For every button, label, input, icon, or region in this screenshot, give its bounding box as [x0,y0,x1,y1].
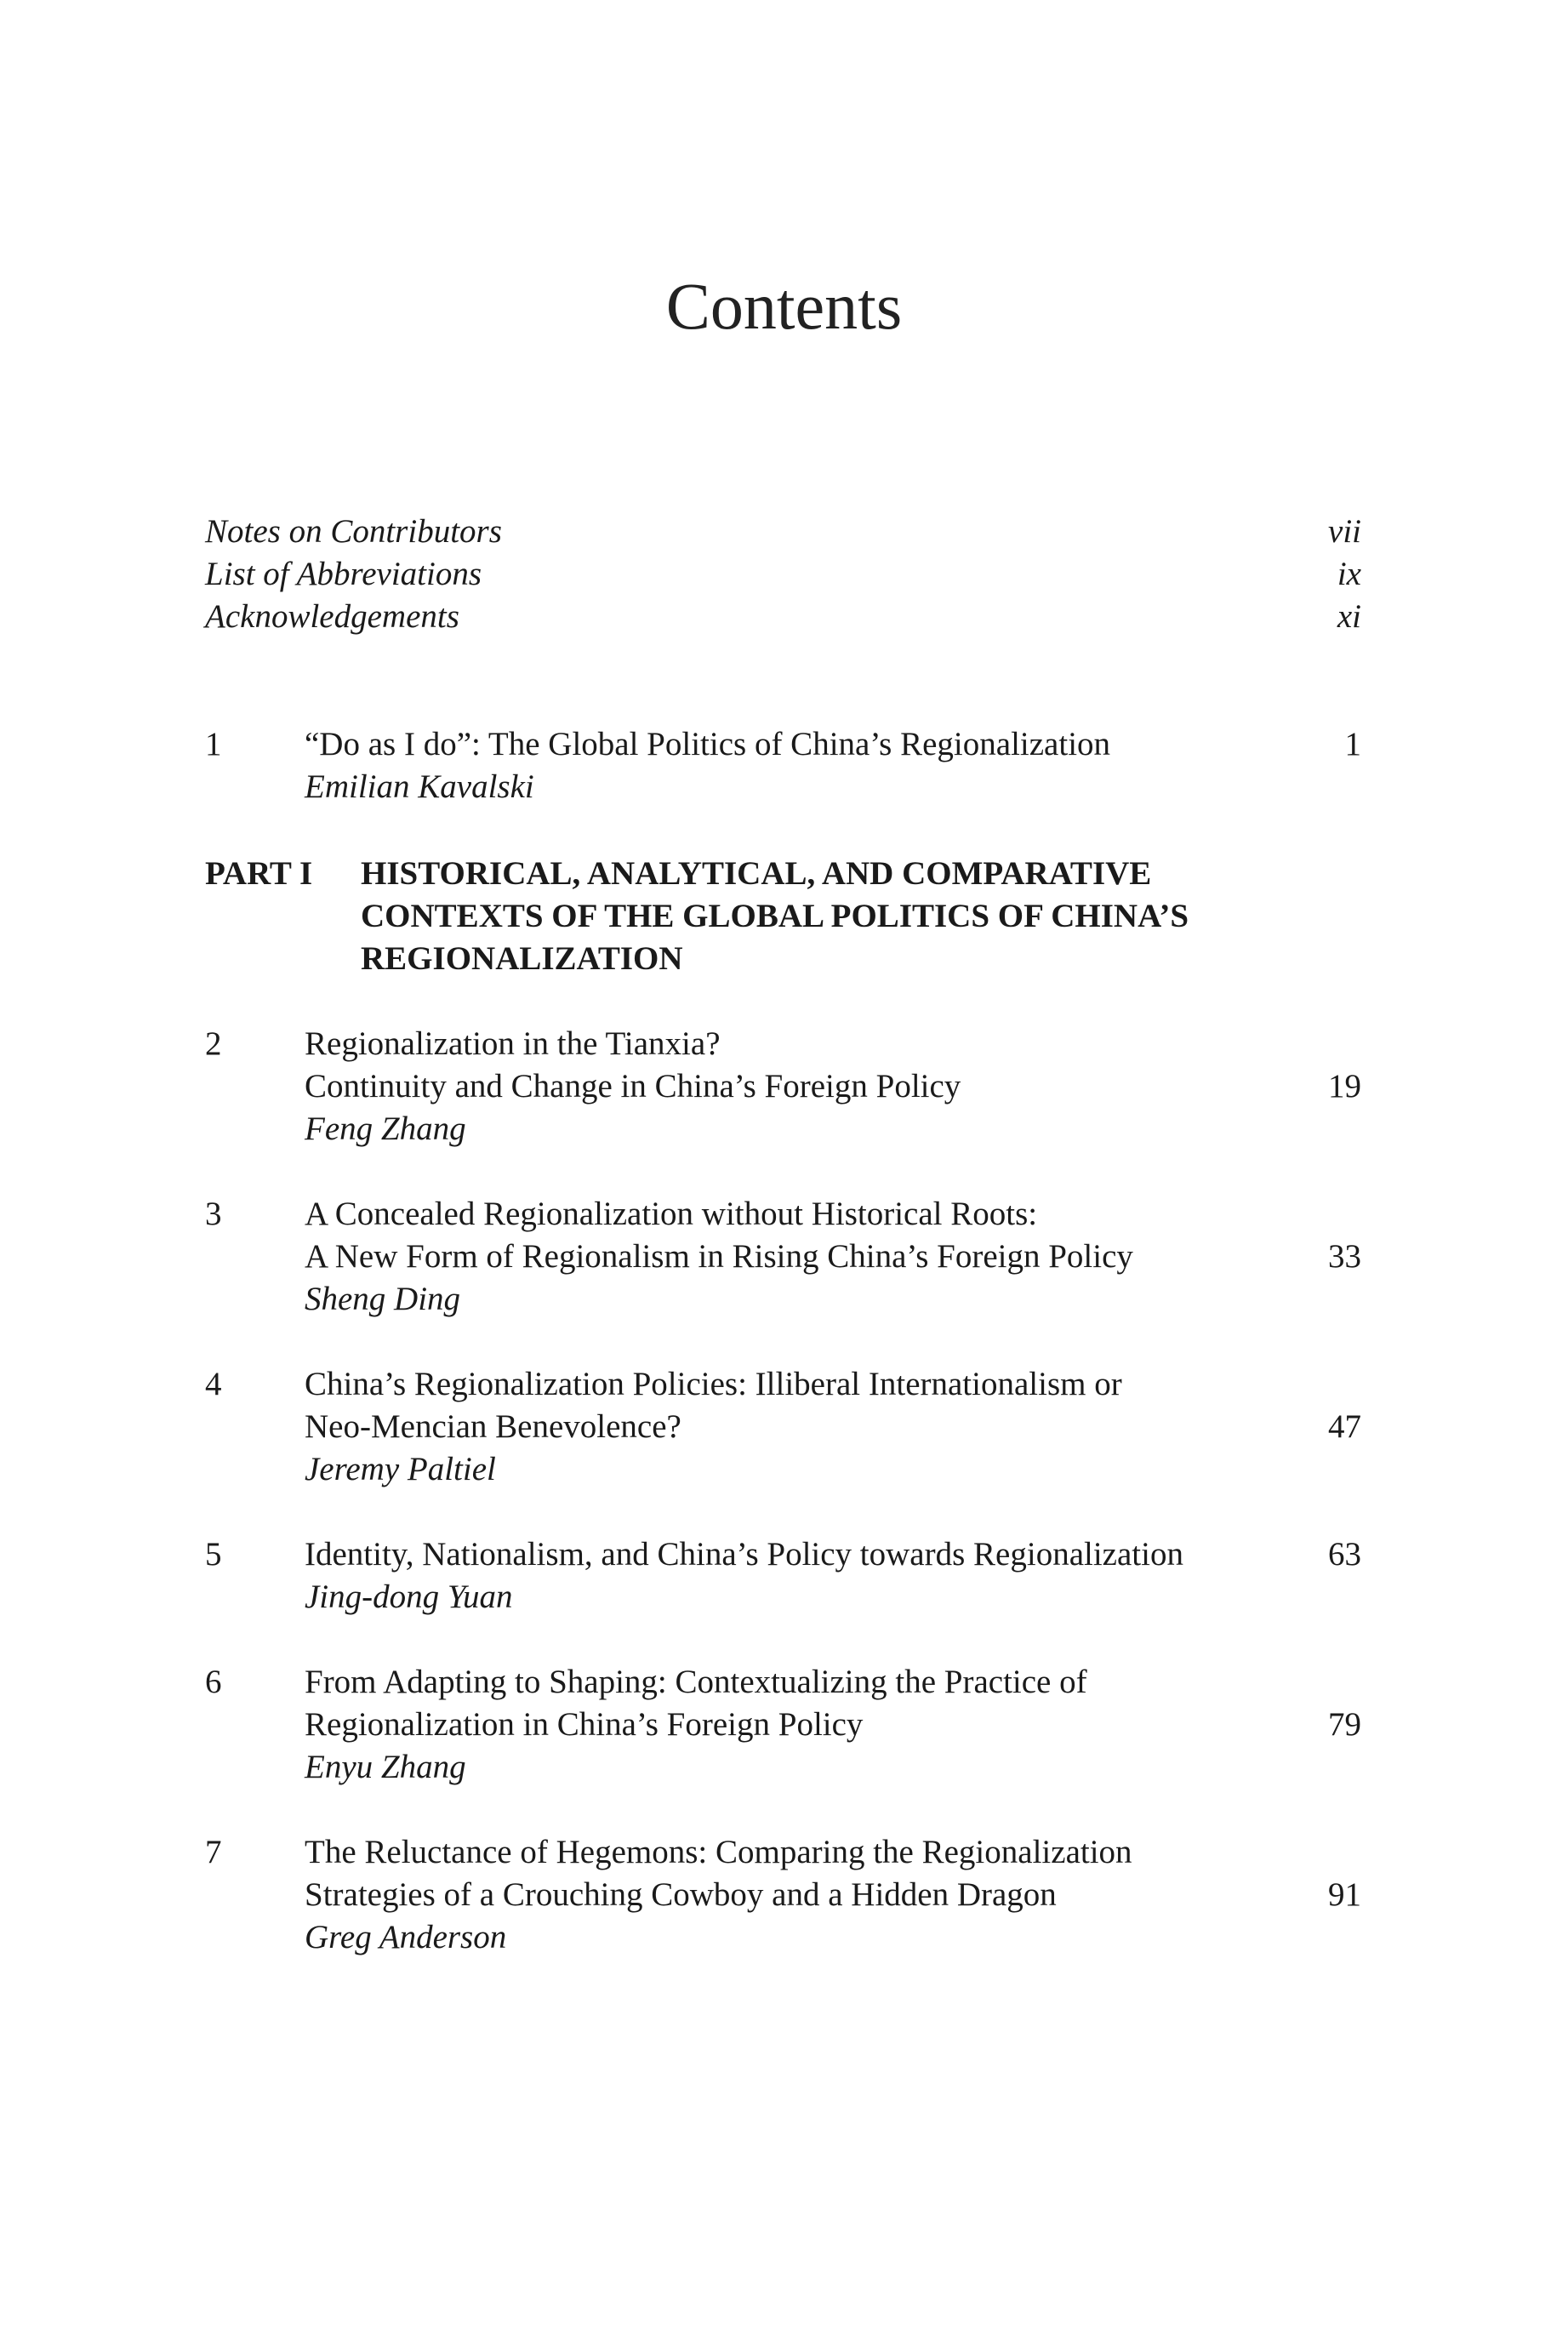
chapter-page: 19 [1328,1068,1361,1105]
chapter-title-line[interactable]: Strategies of a Crouching Cowboy and a Hidden Dragon [305,1876,1057,1913]
chapter-number: 6 [205,1664,222,1700]
chapter-title-line[interactable]: Regionalization in China’s Foreign Policy [305,1706,864,1743]
chapter-title-line[interactable]: The Reluctance of Hegemons: Comparing the Regionalization [305,1834,1132,1870]
chapter-number: 4 [205,1366,222,1402]
chapter-author: Sheng Ding [305,1281,461,1317]
chapter-number: 7 [205,1834,222,1870]
chapter-title-line[interactable]: China’s Regionalization Policies: Illiberal Internationalism or [305,1366,1122,1402]
chapter-page: 91 [1328,1876,1361,1913]
chapter-page: 47 [1328,1408,1361,1445]
chapter-author: Feng Zhang [305,1110,466,1147]
chapter-number: 3 [205,1196,222,1232]
front-matter-page-acknowledgements: xi [1337,598,1361,635]
front-matter-entry-abbreviations[interactable]: List of Abbreviations [205,556,482,592]
chapter-author: Enyu Zhang [305,1749,466,1785]
page-title: Contents [665,269,903,343]
chapter-title-line[interactable]: A New Form of Regionalism in Rising China’s Foreign Policy [305,1238,1133,1275]
part-title-line[interactable]: CONTEXTS OF THE GLOBAL POLITICS OF CHINA’S [361,898,1189,934]
chapter-page: 63 [1328,1536,1361,1573]
chapter-number: 5 [205,1536,222,1573]
part-title-line[interactable]: HISTORICAL, ANALYTICAL, AND COMPARATIVE [361,855,1152,892]
chapter-title-line[interactable]: Identity, Nationalism, and China’s Policy towards Regionalization [305,1536,1183,1573]
chapter-number: 1 [205,726,222,762]
chapter-title-line[interactable]: A Concealed Regionalization without Historical Roots: [305,1196,1038,1232]
chapter-page: 1 [1344,726,1361,762]
chapter-title-line[interactable]: From Adapting to Shaping: Contextualizing the Practice of [305,1664,1087,1700]
chapter-author: Greg Anderson [305,1919,507,1955]
front-matter-entry-notes[interactable]: Notes on Contributors [205,513,502,550]
chapter-author: Emilian Kavalski [305,768,534,805]
front-matter-page-abbreviations: ix [1337,556,1361,592]
chapter-author: Jing-dong Yuan [305,1578,513,1615]
part-label: PART I [205,855,313,892]
front-matter-entry-acknowledgements[interactable]: Acknowledgements [205,598,459,635]
front-matter-page-notes: vii [1328,513,1361,550]
chapter-title-line[interactable]: Regionalization in the Tianxia? [305,1025,721,1062]
chapter-author: Jeremy Paltiel [305,1451,496,1487]
chapter-title-line[interactable]: Continuity and Change in China’s Foreign Policy [305,1068,961,1105]
chapter-page: 79 [1328,1706,1361,1743]
chapter-title-line[interactable]: Neo-Mencian Benevolence? [305,1408,681,1445]
chapter-number: 2 [205,1025,222,1062]
part-title-line[interactable]: REGIONALIZATION [361,940,683,977]
chapter-title[interactable]: “Do as I do”: The Global Politics of China’s Regionalization [305,726,1111,762]
chapter-page: 33 [1328,1238,1361,1275]
